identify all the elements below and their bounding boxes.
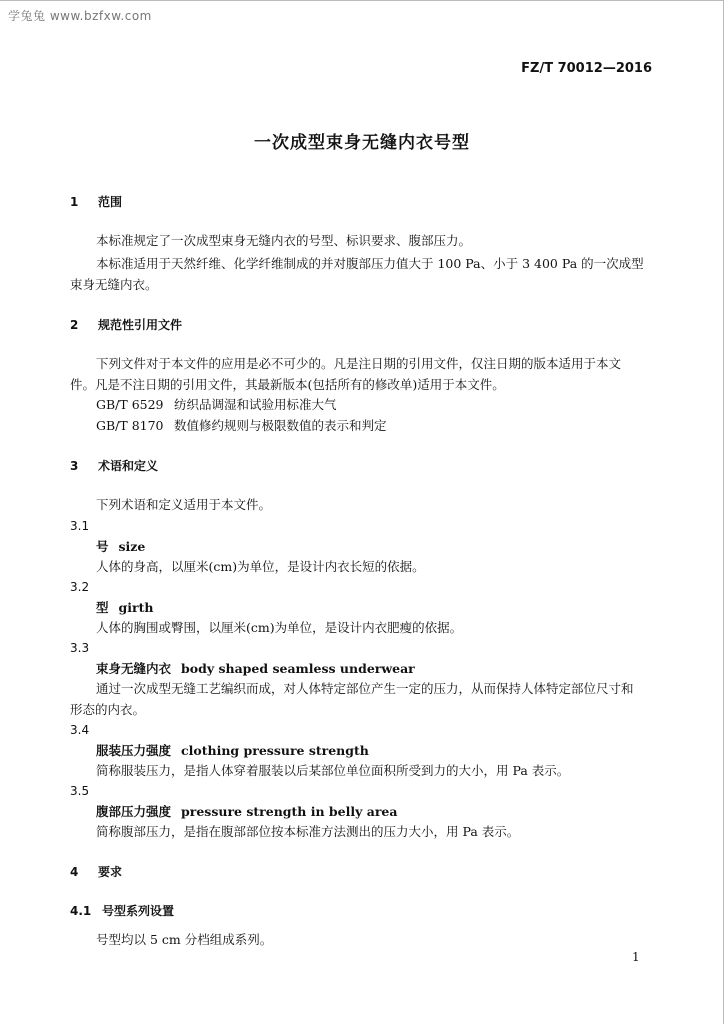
term-en: girth — [118, 600, 154, 615]
term-en: clothing pressure strength — [181, 743, 369, 758]
term-number: 3.1 — [70, 519, 90, 533]
watermark: 学兔兔 www.bzfxw.com — [8, 9, 152, 23]
term-zh: 型 — [96, 600, 109, 615]
paragraph: 本标准规定了一次成型束身无缝内衣的号型、标识要求、腹部压力。 — [96, 233, 472, 248]
term-definition: 通过一次成型无缝工艺编织而成，对人体特定部位产生一定的压力，从而保持人体特定部位尺寸和 — [96, 681, 634, 696]
reference-title: 纺织品调湿和试验用标准大气 — [174, 397, 337, 412]
section-title: 范围 — [98, 195, 123, 209]
normative-reference — [96, 418, 686, 434]
reference-code: GB/T 6529 — [96, 397, 164, 412]
term-entry — [96, 539, 686, 555]
term-definition: 人体的胸围或臀围，以厘米(cm)为单位，是设计内衣肥瘦的依据。 — [96, 620, 463, 635]
term-entry — [96, 661, 686, 677]
section-number: 2 — [70, 318, 79, 332]
paragraph: 下列文件对于本文件的应用是必不可少的。凡是注日期的引用文件，仅注日期的版本适用于本文 — [96, 356, 622, 371]
subsection-title: 号型系列设置 — [102, 904, 175, 918]
section-title: 术语和定义 — [98, 459, 159, 473]
subsection-4-1-heading — [70, 903, 660, 919]
paragraph: 号型均以 5 cm 分档组成系列。 — [96, 932, 273, 947]
term-en: size — [118, 539, 146, 554]
standard-code: FZ/T 70012—2016 — [521, 61, 652, 76]
reference-code: GB/T 8170 — [96, 418, 164, 433]
section-title: 要求 — [98, 865, 123, 879]
normative-reference — [96, 397, 686, 413]
term-zh: 服装压力强度 — [96, 743, 172, 758]
section-2-heading — [70, 317, 660, 333]
page-border-top — [0, 0, 724, 1]
paragraph: 下列术语和定义适用于本文件。 — [96, 497, 272, 512]
page-number: 1 — [632, 950, 640, 964]
term-entry — [96, 804, 686, 820]
section-title: 规范性引用文件 — [98, 318, 183, 332]
section-1-heading — [70, 194, 660, 210]
term-entry — [96, 743, 686, 759]
term-en: pressure strength in belly area — [181, 804, 398, 819]
reference-title: 数值修约规则与极限数值的表示和判定 — [174, 418, 387, 433]
section-3-heading — [70, 458, 660, 474]
term-number: 3.5 — [70, 784, 90, 798]
subsection-number: 4.1 — [70, 904, 92, 918]
term-definition: 人体的身高，以厘米(cm)为单位，是设计内衣长短的依据。 — [96, 559, 425, 574]
paragraph-continuation: 件。凡是不注日期的引用文件，其最新版本(包括所有的修改单)适用于本文件。 — [70, 377, 505, 392]
term-zh: 号 — [96, 539, 109, 554]
page-title: 一次成型束身无缝内衣号型 — [254, 133, 470, 153]
term-zh: 腹部压力强度 — [96, 804, 172, 819]
section-4-heading — [70, 864, 660, 880]
section-number: 4 — [70, 865, 79, 879]
term-en: body shaped seamless underwear — [181, 661, 415, 676]
term-number: 3.2 — [70, 580, 90, 594]
term-zh: 束身无缝内衣 — [96, 661, 172, 676]
section-number: 3 — [70, 459, 79, 473]
term-number: 3.3 — [70, 641, 90, 655]
term-definition: 简称腹部压力，是指在腹部部位按本标准方法测出的压力大小，用 Pa 表示。 — [96, 824, 520, 839]
paragraph-continuation: 束身无缝内衣。 — [70, 277, 158, 292]
section-number: 1 — [70, 195, 79, 209]
paragraph: 本标准适用于天然纤维、化学纤维制成的并对腹部压力值大于 100 Pa、小于 3 400 Pa 的一次成型 — [96, 256, 644, 271]
term-number: 3.4 — [70, 723, 90, 737]
term-definition: 简称服装压力，是指人体穿着服装以后某部位单位面积所受到力的大小，用 Pa 表示。 — [96, 763, 570, 778]
term-definition-continuation: 形态的内衣。 — [70, 702, 146, 717]
term-entry — [96, 600, 686, 616]
